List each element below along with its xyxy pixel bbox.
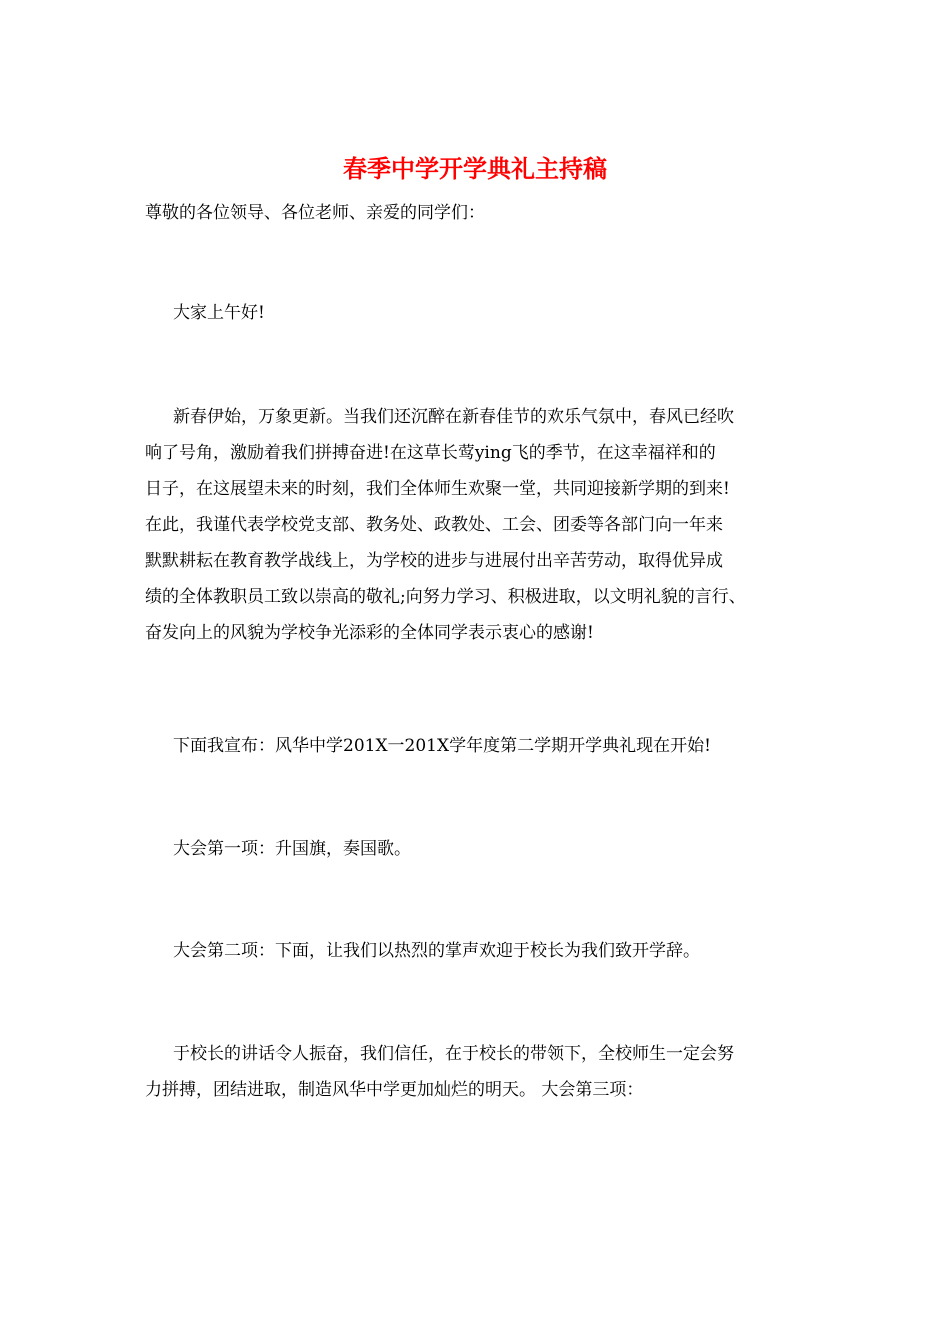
salutation-text: 尊敬的各位领导、各位老师、亲爱的同学们：: [145, 203, 485, 223]
paragraph-line: 奋发向上的风貌为学校争光添彩的全体同学表示衷心的感谢!: [145, 623, 594, 643]
paragraph-line: 响了号角，激励着我们拼搏奋进!在这草长莺ying飞的季节，在这幸福祥和的: [145, 443, 716, 463]
paragraph-line: 默默耕耘在教育教学战线上，为学校的进步与进展付出辛苦劳动，取得优异成: [145, 551, 723, 571]
agenda-item-1-text: 大会第一项：升国旗，奏国歌。: [173, 839, 411, 859]
paragraph-line: 于校长的讲话令人振奋，我们信任，在于校长的带领下，全校师生一定会努: [173, 1044, 734, 1064]
agenda-item-1: [145, 831, 810, 867]
greeting-text: 大家上午好!: [173, 303, 265, 323]
paragraph-line: 在此，我谨代表学校党支部、教务处、政教处、工会、团委等各部门向一年来: [145, 515, 723, 535]
salutation: [145, 195, 810, 231]
paragraph-line: 日子，在这展望未来的时刻，我们全体师生欢聚一堂，共同迎接新学期的到来!: [145, 479, 730, 499]
greeting: [145, 295, 810, 331]
agenda-item-2: [145, 933, 810, 969]
closing-paragraph: [145, 1036, 810, 1108]
agenda-item-2-text: 大会第二项：下面，让我们以热烈的掌声欢迎于校长为我们致开学辞。: [173, 941, 700, 961]
paragraph-line: 新春伊始，万象更新。当我们还沉醉在新春佳节的欢乐气氛中，春风已经吹: [173, 407, 734, 427]
paragraph-line: 绩的全体教职员工致以崇高的敬礼;向努力学习、积极进取，以文明礼貌的言行、: [145, 587, 746, 607]
announcement: [145, 728, 810, 764]
paragraph-line: 力拼搏，团结进取，制造风华中学更加灿烂的明天。 大会第三项：: [145, 1080, 644, 1100]
document-title: 春季中学开学典礼主持稿: [343, 154, 607, 183]
opening-paragraph: [145, 399, 810, 651]
announcement-text: 下面我宣布：风华中学201X一201X学年度第二学期开学典礼现在开始!: [173, 736, 711, 756]
